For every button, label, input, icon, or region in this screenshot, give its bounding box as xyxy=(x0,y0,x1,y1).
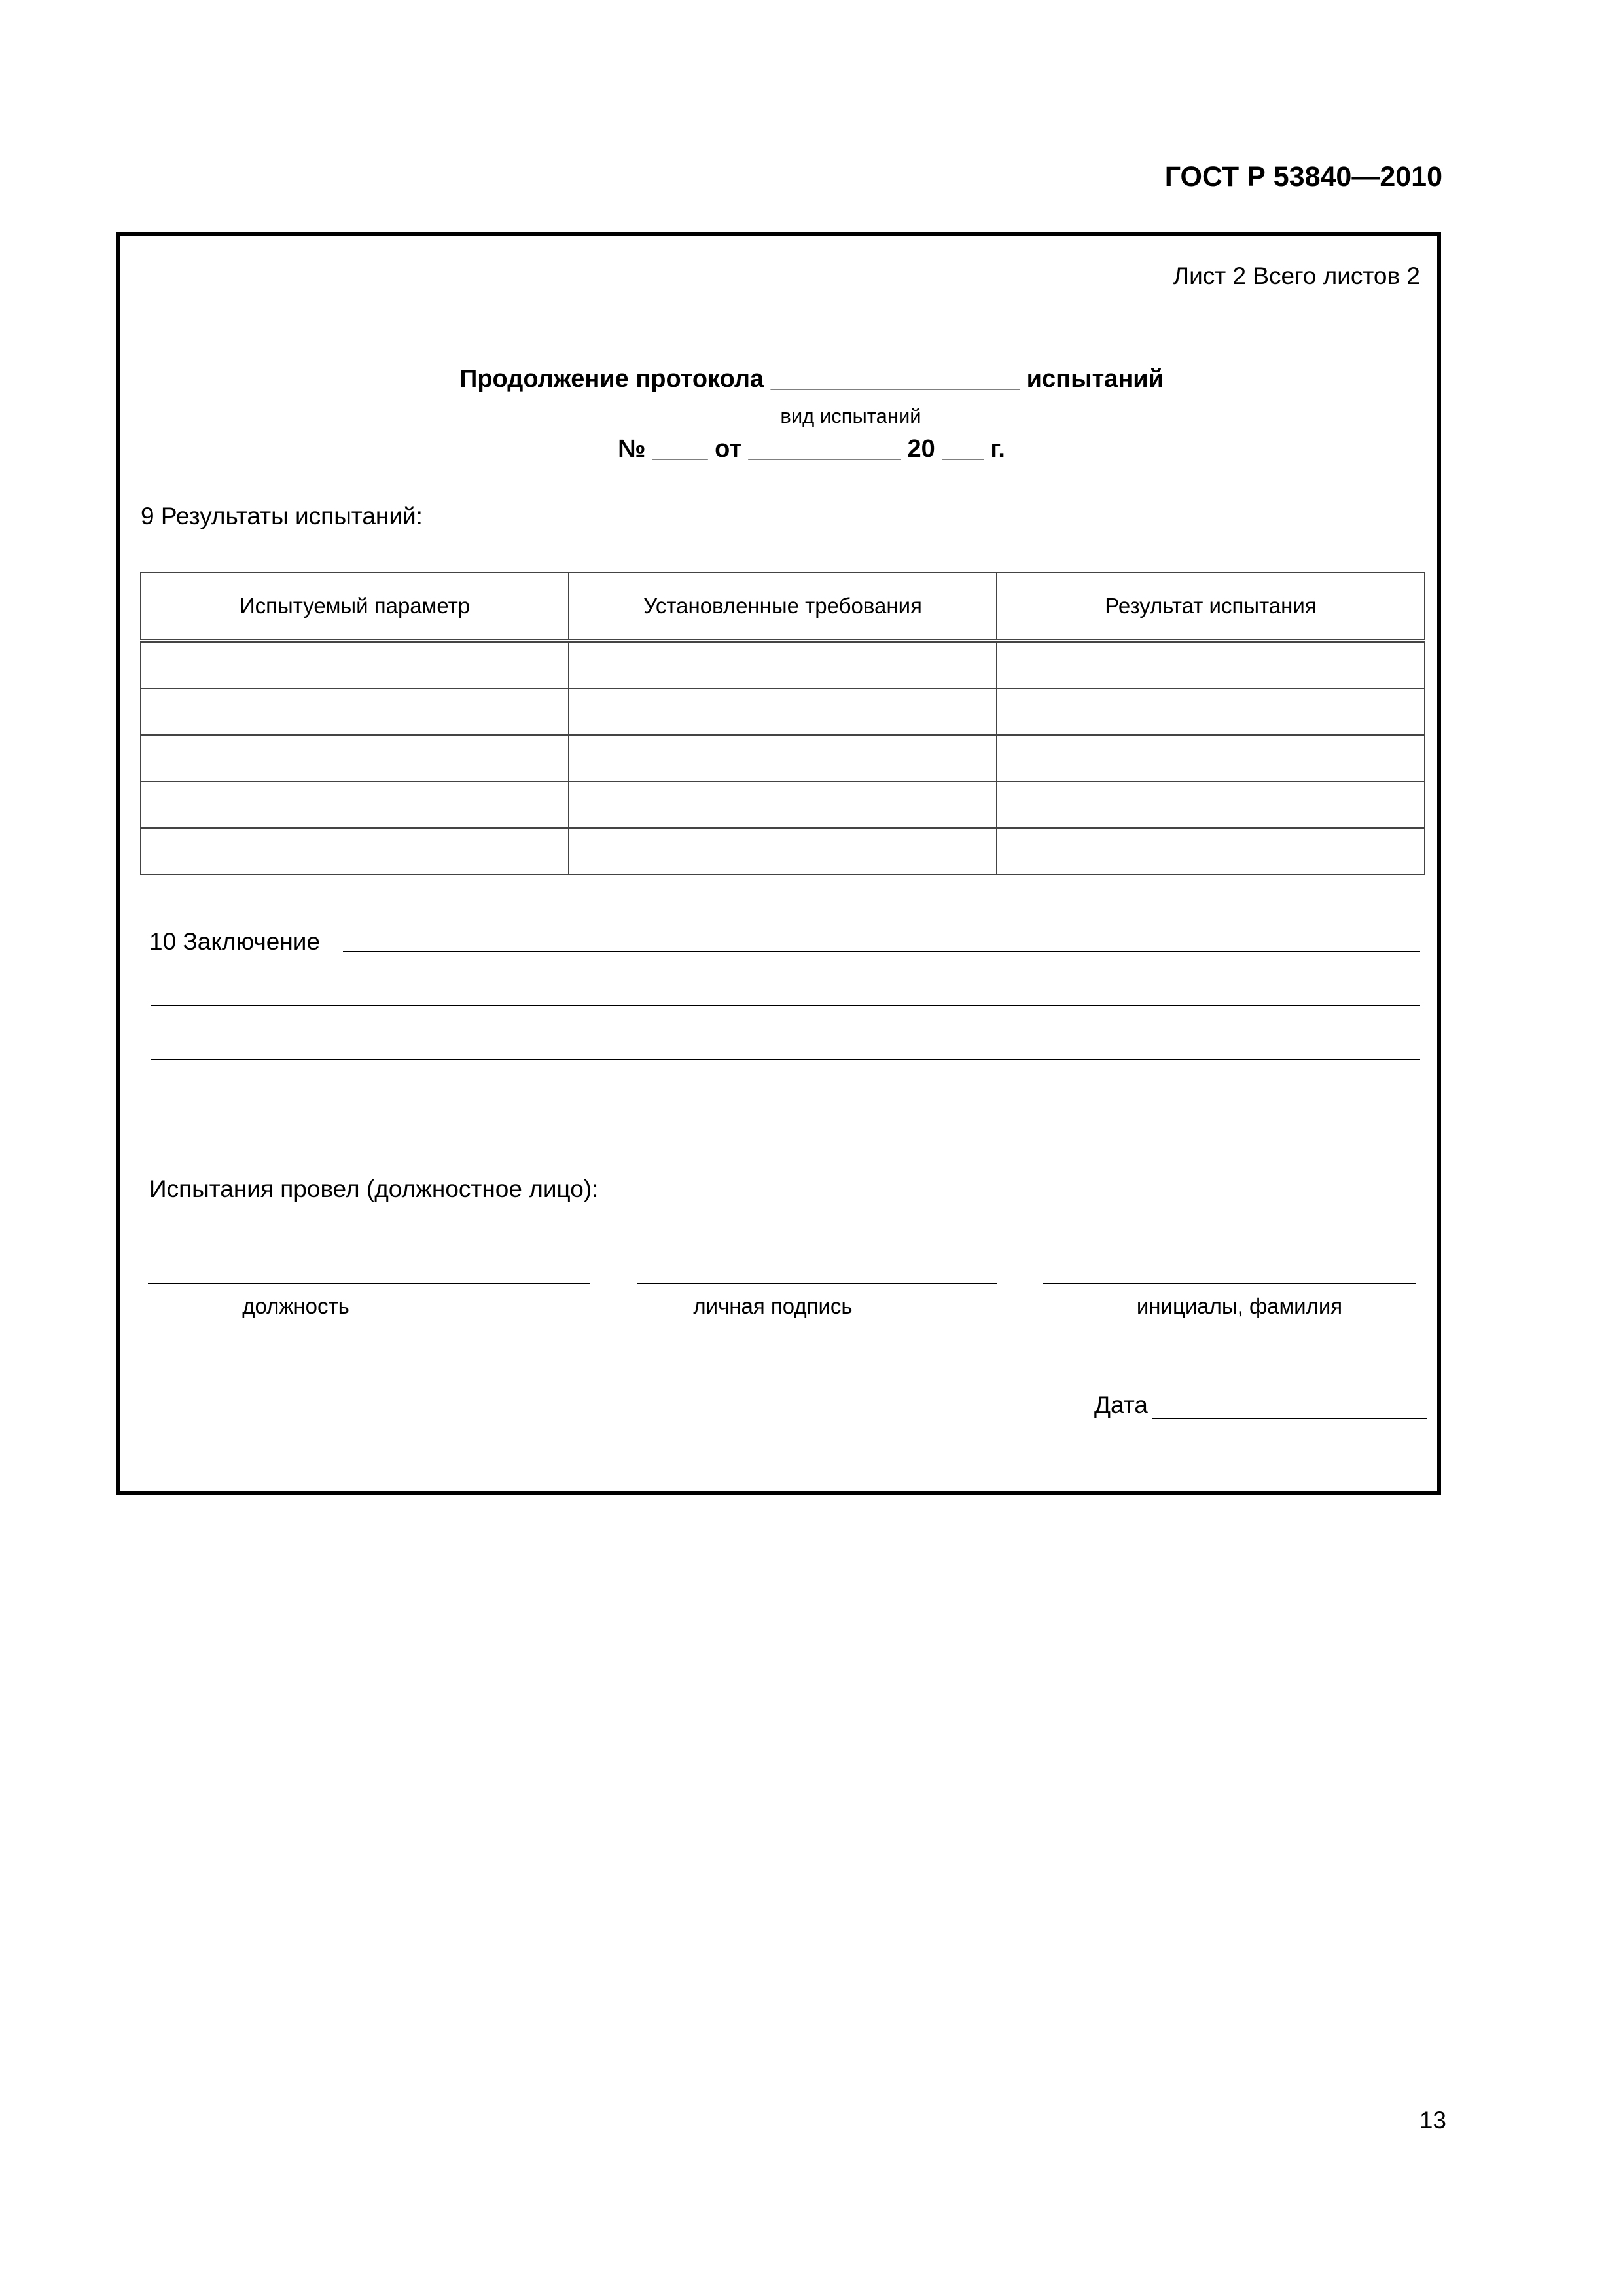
table-cell[interactable] xyxy=(141,689,569,735)
name-signature-line[interactable] xyxy=(1043,1283,1416,1284)
section-results-heading: 9 Результаты испытаний: xyxy=(141,503,423,529)
table-cell[interactable] xyxy=(997,641,1425,689)
date-line[interactable] xyxy=(1152,1418,1427,1419)
header-tested-parameter: Испытуемый параметр xyxy=(141,573,569,641)
table-cell[interactable] xyxy=(569,689,997,735)
table-header-row xyxy=(141,573,1425,641)
date-label: Дата xyxy=(1094,1391,1148,1418)
protocol-number-line: № ____ от ___________ 20 ___ г. xyxy=(618,435,1005,463)
table-row xyxy=(141,689,1425,735)
table-cell[interactable] xyxy=(997,689,1425,735)
table-cell[interactable] xyxy=(141,735,569,781)
table-cell[interactable] xyxy=(569,735,997,781)
results-table xyxy=(140,572,1425,875)
table-cell[interactable] xyxy=(569,828,997,874)
standard-number: ГОСТ Р 53840—2010 xyxy=(1164,161,1442,192)
table-cell[interactable] xyxy=(569,781,997,828)
conclusion-line-1[interactable] xyxy=(343,951,1420,952)
table-row xyxy=(141,641,1425,689)
page-number: 13 xyxy=(1419,2107,1446,2134)
personal-signature-line[interactable] xyxy=(637,1283,997,1284)
sheet-info: Лист 2 Всего листов 2 xyxy=(1173,262,1420,289)
position-caption: должность xyxy=(242,1294,349,1318)
table-row xyxy=(141,828,1425,874)
table-cell[interactable] xyxy=(997,781,1425,828)
table-cell[interactable] xyxy=(569,641,997,689)
header-test-result: Результат испытания xyxy=(997,573,1425,641)
conclusion-line-3[interactable] xyxy=(151,1059,1420,1060)
conclusion-line-2[interactable] xyxy=(151,1005,1420,1006)
section-conclusion-heading: 10 Заключение xyxy=(149,928,321,955)
name-caption: инициалы, фамилия xyxy=(1136,1294,1343,1318)
table-row xyxy=(141,781,1425,828)
signature-caption: личная подпись xyxy=(693,1294,853,1318)
table-cell[interactable] xyxy=(997,828,1425,874)
header-requirements: Установленные требования xyxy=(569,573,997,641)
table-cell[interactable] xyxy=(141,828,569,874)
protocol-title: Продолжение протокола __________________ испытаний xyxy=(459,365,1164,393)
position-signature-line[interactable] xyxy=(148,1283,590,1284)
table-cell[interactable] xyxy=(141,781,569,828)
signed-by-label: Испытания провел (должностное лицо): xyxy=(149,1175,599,1202)
table-cell[interactable] xyxy=(997,735,1425,781)
test-type-caption: вид испытаний xyxy=(780,404,921,427)
table-cell[interactable] xyxy=(141,641,569,689)
table-row xyxy=(141,735,1425,781)
